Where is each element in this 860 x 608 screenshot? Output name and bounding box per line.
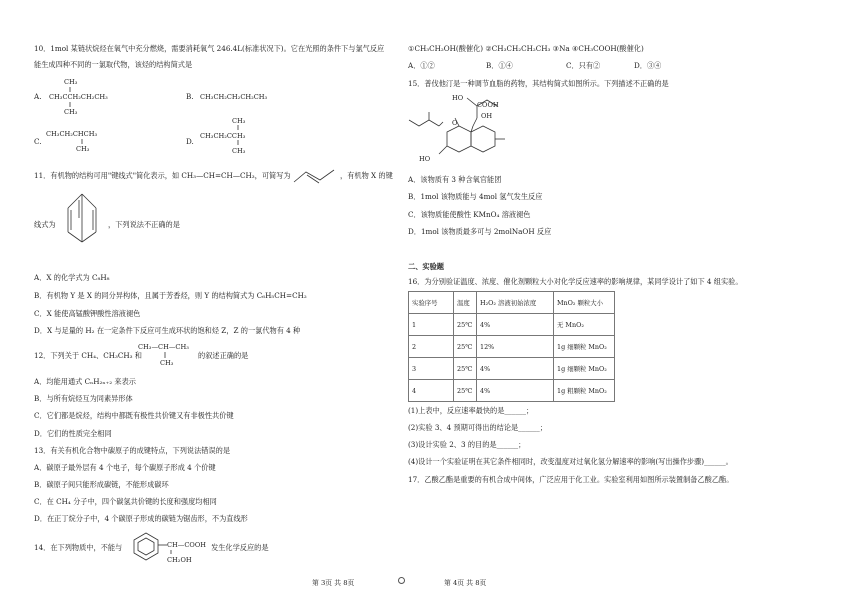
table-header-cell: 温度 — [454, 292, 477, 314]
table-cell: 2 — [409, 336, 454, 358]
q15-option-b: B．1mol 该物质能与 4mol 氢气发生反应 — [408, 192, 543, 201]
q10-option-a-bottom: CH₃ — [64, 108, 78, 116]
q12-option-d: D．它们的性质完全相同 — [34, 429, 112, 438]
q15-struct-cooh: COOH — [477, 101, 499, 109]
section-experiment-heading: 二、实验题 — [408, 262, 444, 271]
q16-sub-question-2: (2)实验 3、4 预期可得出的结论是______； — [408, 423, 547, 432]
table-cell: 无 MnO₂ — [554, 314, 615, 336]
q12-option-b: B．与所有烷烃互为同素异形体 — [34, 394, 133, 403]
q17-stem: 17．乙酸乙酯是重要的有机合成中间体，广泛应用于化工业。实验室利用如图所示装置制备乙酸乙酯。 — [408, 475, 734, 484]
table-row — [409, 380, 615, 402]
table-cell: 25℃ — [454, 314, 477, 336]
table-header-cell: H₂O₂ 溶液初始浓度 — [477, 292, 554, 314]
q10-option-b-label: B. — [186, 92, 194, 101]
q11-stem-line1-tail: ，有机物 X 的键 — [340, 171, 393, 180]
q15-option-c: C．该物质能使酸性 KMnO₄ 溶液褪色 — [408, 210, 531, 219]
q14-choice-a: A．①② — [408, 61, 435, 70]
table-cell: 4% — [477, 314, 554, 336]
q12-stem-b: 的叙述正确的是 — [198, 351, 249, 360]
q13-option-d: D．在正丁烷分子中，4 个碳原子形成的碳链为锯齿形，不为直线形 — [34, 514, 248, 523]
q10-stem-line1: 10．1mol 某链状烷烃在氧气中充分燃烧，需要消耗氧气 246.4L(标准状况下)。它在光照的条件下与氯气反应 — [34, 44, 385, 53]
q11-option-d: D．X 与足量的 H₂ 在一定条件下反应可生成环状的饱和烃 Z，Z 的一氯代物有 4 种 — [34, 326, 301, 335]
q10-option-d-main: CH₃CH₂CCH₃ — [200, 132, 246, 140]
q14-struct-sub: CH₂OH — [167, 556, 192, 564]
q13-stem: 13．有关有机化合物中碳原子的成键特点，下列说法错误的是 — [34, 446, 231, 455]
table-cell: 4% — [477, 380, 554, 402]
q10-option-d-label: D. — [186, 137, 194, 146]
q15-struct-ho-top: HO — [452, 94, 464, 102]
q14-choice-b: B．①④ — [486, 61, 513, 70]
q12-option-c: C．它们都是烷烃，结构中都既有极性共价键又有非极性共价键 — [34, 411, 234, 420]
q16-sub-question-4: (4)设计一个实验证明在其它条件相同时，改变温度对过氧化氢分解速率的影响(写出操作步骤)______。 — [408, 457, 733, 466]
q11-stem-line2-b: ，下列说法不正确的是 — [108, 220, 180, 229]
q12-stem-a: 12．下列关于 CH₄、CH₃CH₃ 和 — [34, 351, 142, 360]
q11-option-a: A．X 的化学式为 C₈H₈ — [34, 273, 110, 282]
q10-option-c-main: CH₃CH₂CHCH₃ — [46, 130, 98, 138]
table-cell: 25℃ — [454, 336, 477, 358]
left-page-footer: 第 3页 共 8页 — [312, 579, 355, 587]
q14-struct-main: CH—COOH — [167, 541, 206, 549]
q12-option-a: A．均能用通式 CₙH₂ₙ₊₂ 来表示 — [34, 377, 136, 386]
q10-option-a-label: A. — [34, 92, 42, 101]
table-cell: 3 — [409, 358, 454, 380]
table-cell: 4 — [409, 380, 454, 402]
q11-stem-line2-a: 线式为 — [34, 220, 56, 229]
q11-option-b: B．有机物 Y 是 X 的同分异构体，且属于芳香烃，则 Y 的结构简式为 C₆H₅CH=CH₂ — [34, 291, 307, 300]
q16-stem: 16．为分别验证温度、浓度、催化剂颗粒大小对化学反应速率的影响规律，某同学设计了如下 4 组实验。 — [408, 277, 743, 286]
q15-option-a: A．该物质有 3 种含氧官能团 — [408, 175, 502, 184]
table-header-cell: 实验序号 — [409, 292, 454, 314]
q11-stem-line1: 11．有机物的结构可用"键线式"简化表示，如 CH₃—CH=CH—CH₃，可简写为 — [34, 171, 291, 180]
table-cell: 25℃ — [454, 380, 477, 402]
q10-option-d-bottom: CH₃ — [232, 147, 246, 155]
q13-option-c: C．在 CH₄ 分子中，四个碳氢共价键的长度和强度均相同 — [34, 497, 217, 506]
right-page-footer: 第 4页 共 8页 — [444, 579, 487, 587]
q16-experiment-table — [408, 291, 615, 402]
q12-isobutane-sub: CH₃ — [160, 359, 174, 367]
table-cell: 4% — [477, 358, 554, 380]
q10-option-d-top: CH₃ — [232, 117, 246, 125]
table-row — [409, 314, 615, 336]
table-cell: 12% — [477, 336, 554, 358]
q13-option-a: A．碳原子最外层有 4 个电子，每个碳原子形成 4 个价键 — [34, 463, 216, 472]
q14-reagent-list: ①CH₃CH₂OH(酸催化) ②CH₃CH₂CH₂CH₃ ③Na ④CH₃COOH(酸催化) — [408, 44, 644, 53]
table-cell: 1g 粗颗粒 MnO₂ — [554, 380, 615, 402]
page-divider-circle — [398, 577, 405, 584]
q14-choice-d: D．③④ — [634, 61, 662, 70]
q15-option-d: D．1mol 该物质最多可与 2molNaOH 反应 — [408, 227, 552, 236]
q10-option-c-sub: CH₃ — [76, 145, 90, 153]
q10-option-a-top: CH₃ — [64, 78, 78, 86]
table-header-row — [409, 292, 615, 314]
table-row — [409, 336, 615, 358]
q14-stem-b: 发生化学反应的是 — [211, 543, 269, 552]
q15-stem: 15．普伐他汀是一种调节血脂的药物，其结构简式如图所示。下列描述不正确的是 — [408, 79, 669, 88]
q11-option-c: C．X 能使高锰酸钾酸性溶液褪色 — [34, 309, 141, 318]
table-cell: 1g 细颗粒 MnO₂ — [554, 358, 615, 380]
table-cell: 1g 细颗粒 MnO₂ — [554, 336, 615, 358]
q10-option-b-formula: CH₃CH₂CH₂CH₂CH₃ — [200, 93, 268, 101]
q14-choice-c: C．只有② — [566, 61, 601, 70]
table-cell: 25℃ — [454, 358, 477, 380]
q10-stem-line2: 能生成四种不同的一氯取代物，该烃的结构简式是 — [34, 60, 193, 69]
q13-option-b: B．碳原子间只能形成碳链，不能形成碳环 — [34, 480, 169, 489]
q15-struct-ho-bottom: HO — [419, 155, 431, 163]
q10-option-c-label: C. — [34, 137, 42, 146]
q16-sub-question-3: (3)设计实验 2、3 的目的是______； — [408, 440, 526, 449]
table-row — [409, 358, 615, 380]
table-header-cell: MnO₂ 颗粒大小 — [554, 292, 615, 314]
q16-sub-question-1: (1)上表中，反应速率最快的是______； — [408, 406, 534, 415]
table-cell: 1 — [409, 314, 454, 336]
q15-struct-o: O — [452, 119, 458, 127]
q14-stem-a: 14．在下列物质中，不能与 — [34, 543, 123, 552]
q12-isobutane-main: CH₃—CH—CH₃ — [138, 343, 189, 351]
q10-option-a-main: CH₃CCH₂CH₂CH₃ — [49, 93, 108, 101]
q15-struct-oh: OH — [481, 112, 493, 120]
